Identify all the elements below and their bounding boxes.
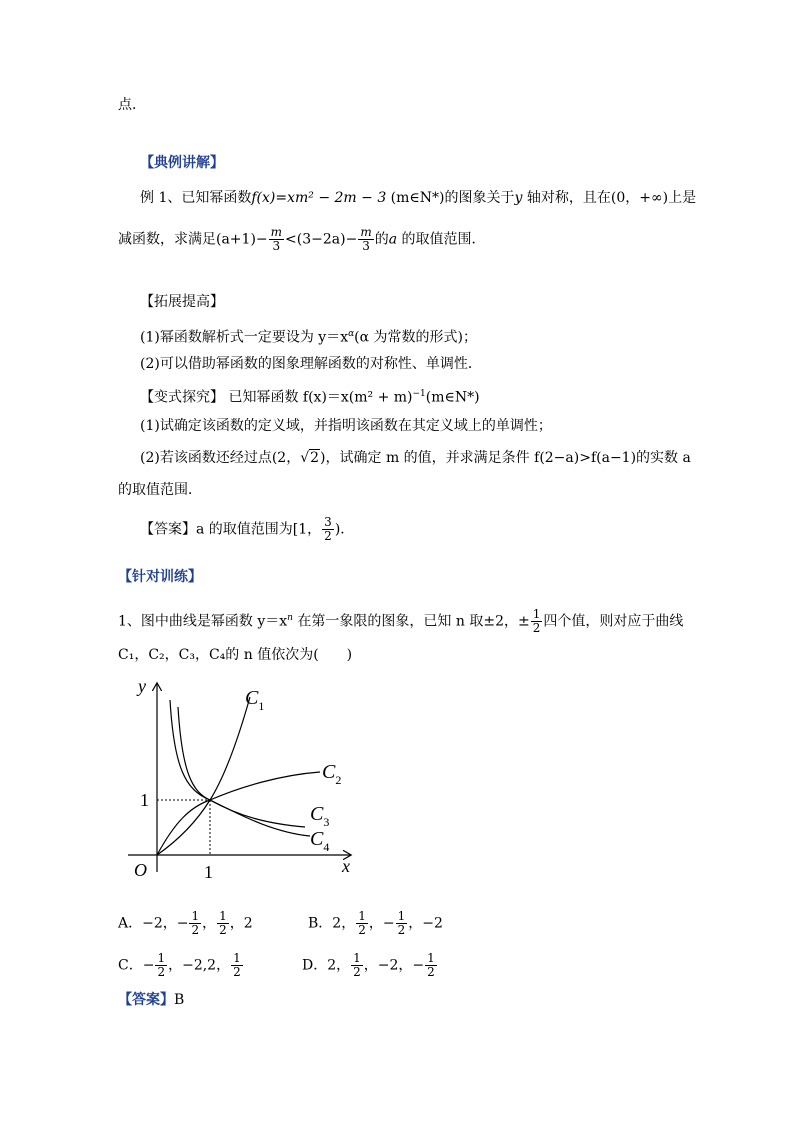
tip-1: (1)幂函数解析式一定要设为 $y=x^\alpha(\alpha$ 为常数的形式)； [140, 329, 477, 346]
fraction-3-2: $\frac{3}{2}$ [324, 515, 332, 543]
power-function-graph [120, 672, 360, 882]
variant-q2-cont: 的取值范围． [118, 482, 202, 498]
variant-line: 【变式探究】 已知幂函数 $f(x)=x(m^2 + m)^{-1}(m\in N*)$ [140, 389, 480, 406]
example1-line1 [140, 188, 696, 208]
answer1: 【答案】a 的取值范围为[1， $\frac{3}{2}$ )． [140, 515, 355, 543]
example1-text-c: 减函数，求满足(a+1)− [118, 231, 268, 248]
example1-text-f: 的取值范围． [397, 231, 486, 248]
fraction-m-3-b: $\frac{m}{3}$ [360, 225, 372, 253]
tick-label-y-1: 1 [140, 790, 149, 810]
label-c1: $C_1$ [245, 687, 265, 713]
curve-c4 [170, 700, 310, 836]
fraction-1-2-q: $\frac{1}{2}$ [532, 607, 541, 636]
example1-text-e: 的 [374, 231, 389, 248]
example1-text-d: <(3−2a)− [285, 231, 358, 248]
example1-y: y [514, 190, 523, 206]
heading-training: 【针对训练】 [118, 569, 202, 585]
fraction-m-3-a: $\frac{m}{3}$ [270, 225, 283, 253]
heading-example: 【典例讲解】 [140, 155, 224, 171]
option-a[interactable]: A．−2，− $\frac{1}{2}$ ， $\frac{1}{2}$ ，2 [118, 909, 253, 937]
example1-line2 [118, 226, 486, 253]
variant-heading: 【变式探究】 [140, 389, 224, 406]
tip-2: (2)可以借助幂函数的图象理解函数的对称性、单调性． [140, 356, 482, 372]
example1-fx: f(x)=xm² − 2m − 3 [251, 190, 387, 206]
heading-extension: 【拓展提高】 [140, 294, 224, 310]
example1-text-a: 例 1、已知幂函数 [140, 190, 252, 206]
option-d[interactable]: D．2， $\frac{1}{2}$ ，−2，− $\frac{1}{2}$ [302, 951, 435, 979]
option-b[interactable]: B．2， $\frac{1}{2}$ ，− $\frac{1}{2}$ ，−2 [308, 909, 443, 937]
example1-cond: (m∈N*)的图象关于 [386, 190, 515, 206]
x-axis-label: x [342, 856, 350, 876]
label-c4: $C_4$ [310, 828, 330, 854]
label-c3: $C_3$ [310, 803, 330, 829]
y-axis-label: y [138, 676, 146, 696]
question1-line1: 1、图中曲线是幂函数 $y=x^n$ 在第一象限的图象，已知 n 取±2，± $\frac{1}{2}$ 四个值，则对应于曲线 [118, 607, 684, 636]
origin-label: O [134, 860, 147, 880]
variant-q2: (2)若该函数还经过点(2，√2)，试确定 m 的值，并求满足条件 f(2−a)>f(a−1)的实数 a [140, 450, 691, 466]
tick-label-x-1: 1 [204, 862, 213, 882]
option-c[interactable]: C．− $\frac{1}{2}$ ，−2,2， $\frac{1}{2}$ [118, 951, 241, 979]
example1-text-b: 轴对称，且在(0，+∞)上是 [522, 190, 697, 206]
top-fragment: 点． [118, 97, 146, 113]
question1-line2: C₁，C₂，C₃，C₄的 n 值依次为( ) [118, 647, 353, 663]
example1-a: a [388, 231, 398, 248]
label-c2: $C_2$ [322, 761, 342, 787]
variant-q1: (1)试确定该函数的定义域，并指明该函数在其定义域上的单调性； [140, 418, 552, 434]
answer2: 【答案】B [118, 992, 185, 1008]
